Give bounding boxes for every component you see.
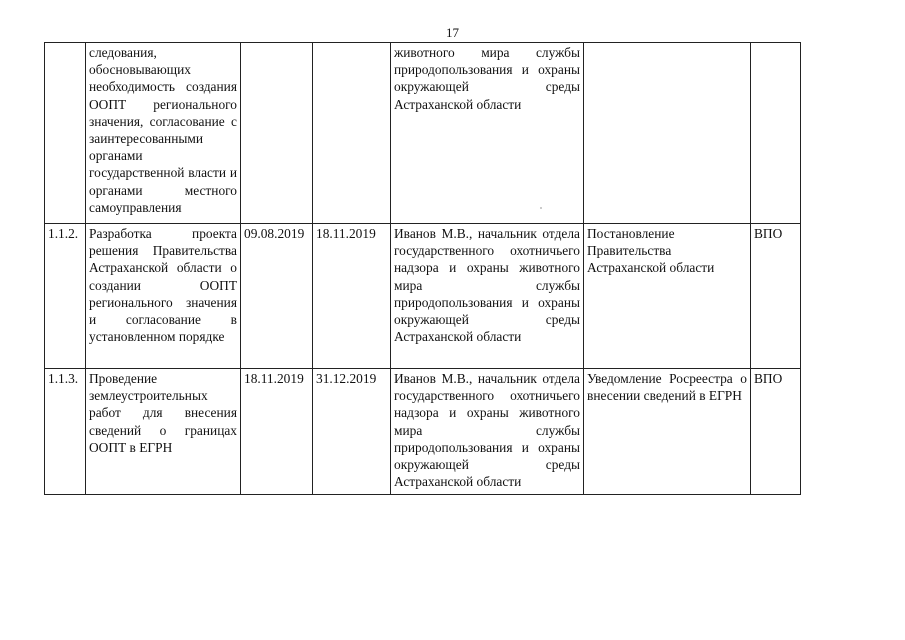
item-number: 1.1.3. (45, 369, 86, 495)
table-row (45, 224, 801, 369)
report-code: ВПО (751, 369, 801, 495)
end-date (313, 43, 391, 224)
start-date: 09.08.2019 (241, 224, 313, 369)
start-date (241, 43, 313, 224)
event-description: Проведение землеустроительных работ для внесения сведений о границах ООПТ в ЕГРН (86, 369, 241, 495)
end-date: 31.12.2019 (313, 369, 391, 495)
table-row (45, 369, 801, 495)
responsible-person: Иванов М.В., начальник отдела государственного охотничьего надзора и охраны животного мира службы природопользования и охраны окружающей среды Астраханской области (391, 369, 584, 495)
responsible-person: Иванов М.В., начальник отдела государственного охотничьего надзора и охраны животного мира службы природопользования и охраны окружающей среды Астраханской области (391, 224, 584, 369)
item-number: 1.1.2. (45, 224, 86, 369)
event-description: следования, обосновывающих необходимость создания ООПТ регионального значения, согласование с заинтересованными органами государственной власти и органами местного самоуправления (86, 43, 241, 224)
end-date: 18.11.2019 (313, 224, 391, 369)
result-document: Уведомление Росреестра о внесении сведений в ЕГРН (584, 369, 751, 495)
result-document: Постановление Правительства Астраханской области (584, 224, 751, 369)
page-number: 17 (446, 25, 459, 40)
item-number (45, 43, 86, 224)
start-date: 18.11.2019 (241, 369, 313, 495)
event-description: Разработка проекта решения Правительства Астраханской области о создании ООПТ регионального значения и согласование в установленном порядке (86, 224, 241, 369)
report-code: ВПО (751, 224, 801, 369)
table-row (45, 43, 801, 224)
scan-speck (540, 207, 542, 209)
plan-table (44, 42, 801, 495)
report-code (751, 43, 801, 224)
result-document (584, 43, 751, 224)
responsible-person: животного мира службы природопользования и охраны окружающей среды Астраханской области (391, 43, 584, 224)
